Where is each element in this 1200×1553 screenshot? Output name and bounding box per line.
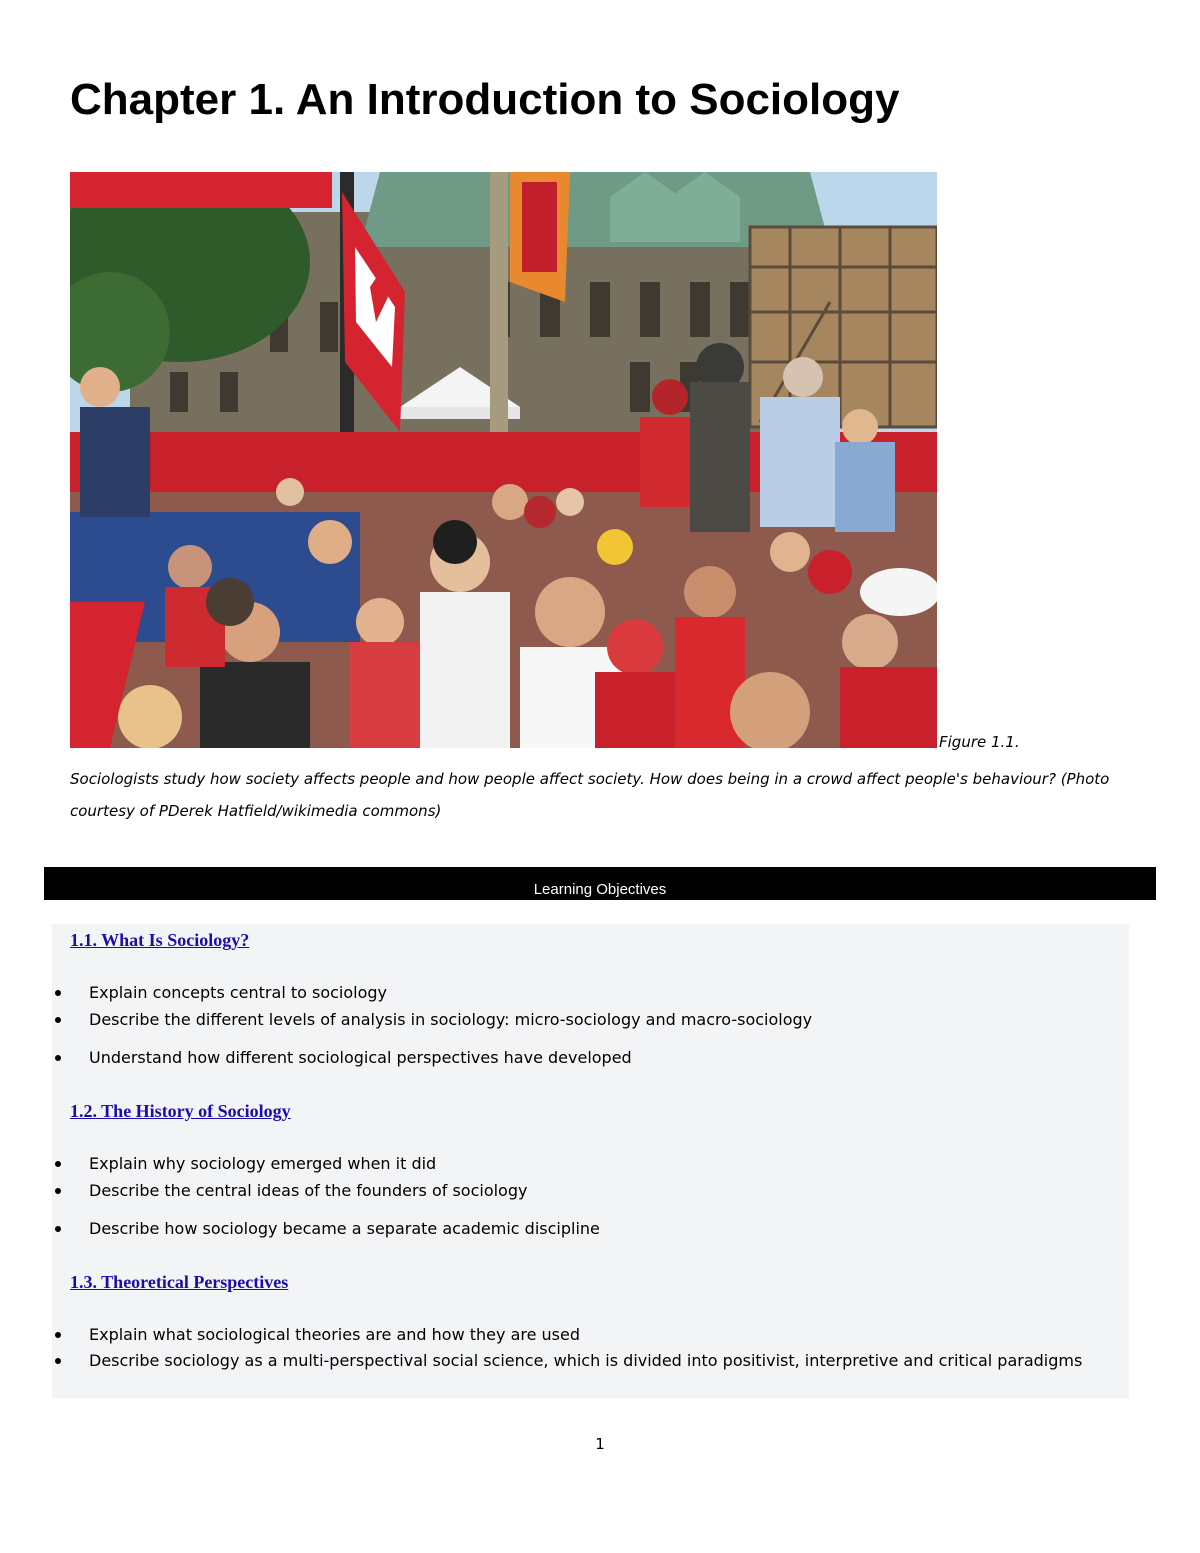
objective-item: Describe sociology as a multi-perspectival social science, which is divided into positivist, interpretive and critical paradigms bbox=[89, 1351, 1083, 1370]
learning-objectives-banner: Learning Objectives bbox=[44, 867, 1156, 900]
objective-item: Explain why sociology emerged when it did bbox=[89, 1154, 437, 1173]
bullet-icon bbox=[55, 1045, 65, 1071]
section-link-what-is-sociology[interactable]: 1.1. What Is Sociology? bbox=[70, 930, 250, 950]
objective-item: Describe the central ideas of the founders of sociology bbox=[89, 1181, 528, 1200]
section-link-history-of-sociology[interactable]: 1.2. The History of Sociology bbox=[70, 1101, 291, 1121]
page-title: Chapter 1. An Introduction to Sociology bbox=[70, 75, 900, 124]
bullet-icon bbox=[55, 1348, 65, 1374]
bullet-icon bbox=[55, 1151, 65, 1177]
objective-item: Describe how sociology became a separate academic discipline bbox=[89, 1219, 600, 1238]
figure-label: Figure 1.1. bbox=[939, 733, 1020, 751]
objective-item: Explain concepts central to sociology bbox=[89, 983, 388, 1002]
bullet-icon bbox=[55, 1216, 65, 1242]
figure-caption: Sociologists study how society affects people and how people affect society. How does being in a crowd affect people's behaviour? (Photo courtesy of PDerek Hatfield/wikimedia commons) bbox=[70, 770, 1110, 820]
photo-stage-banner bbox=[70, 172, 332, 208]
bullet-icon bbox=[55, 980, 65, 1006]
objective-item: Describe the different levels of analysis in sociology: micro-sociology and macro-sociology bbox=[89, 1010, 813, 1029]
bullet-icon bbox=[55, 1322, 65, 1348]
crowd-photo bbox=[70, 172, 937, 748]
objective-item: Explain what sociological theories are and how they are used bbox=[89, 1325, 581, 1344]
bullet-icon bbox=[55, 1178, 65, 1204]
section-link-theoretical-perspectives[interactable]: 1.3. Theoretical Perspectives bbox=[70, 1272, 289, 1292]
objective-item: Understand how different sociological perspectives have developed bbox=[89, 1048, 632, 1067]
page-number: 1 bbox=[595, 1435, 605, 1453]
bullet-icon bbox=[55, 1007, 65, 1033]
